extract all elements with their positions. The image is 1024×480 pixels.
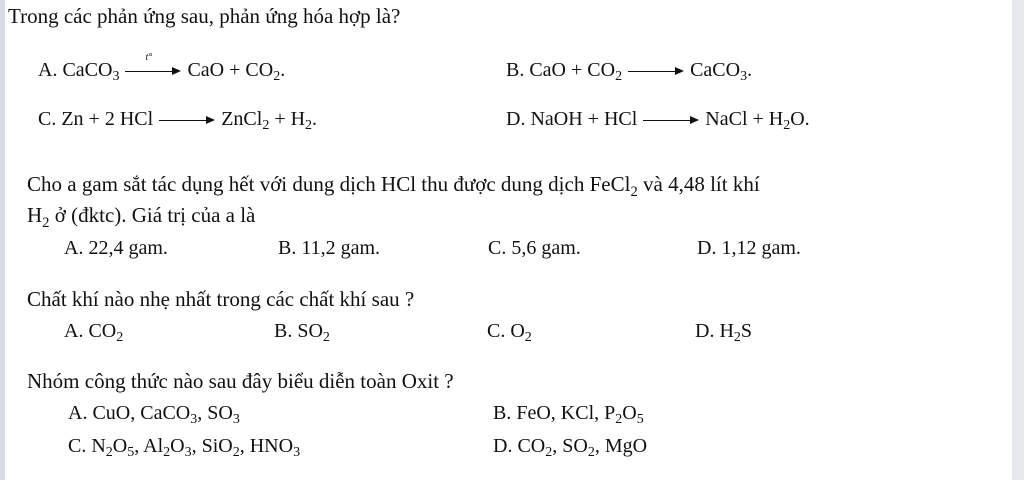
q2-option-d: D. 1,12 gam.	[697, 237, 801, 259]
q1-option-d: D. NaOH + HCl NaCl + H2O.	[506, 108, 810, 134]
q3-option-b: B. SO2	[274, 320, 330, 346]
reaction-arrow-icon	[628, 64, 684, 78]
right-border	[1012, 0, 1024, 480]
reaction-arrow-icon	[159, 113, 215, 127]
q4-option-b: B. FeO, KCl, P2O5	[493, 402, 644, 428]
q1-option-b: B. CaO + CO2 CaCO3.	[506, 59, 753, 85]
q3-question: Chất khí nào nhẹ nhất trong các chất khí sau ?	[27, 287, 415, 311]
q2-question-line2: H2 ở (đktc). Giá trị của a là	[27, 203, 256, 231]
reaction-arrow-icon: t°	[125, 64, 181, 78]
q4-option-d: D. CO2, SO2, MgO	[493, 435, 648, 461]
q2-option-b: B. 11,2 gam.	[278, 237, 381, 259]
q2-option-c: C. 5,6 gam.	[488, 237, 581, 259]
q4-option-a: A. CuO, CaCO3, SO3	[68, 402, 240, 428]
q3-option-c: C. O2	[487, 320, 532, 346]
q1-question: Trong các phản ứng sau, phản ứng hóa hợp là?	[8, 4, 401, 28]
q3-option-a: A. CO2	[64, 320, 124, 346]
q1-option-a: A. CaCO3 t° CaO + CO2.	[38, 52, 286, 85]
q4-option-c: C. N2O5, Al2O3, SiO2, HNO3	[68, 435, 301, 461]
q1-option-c: C. Zn + 2 HCl ZnCl2 + H2.	[38, 108, 318, 134]
left-border	[0, 0, 5, 480]
q4-question: Nhóm công thức nào sau đây biểu diễn toàn Oxit ?	[27, 369, 454, 393]
q2-question-line1: Cho a gam sắt tác dụng hết với dung dịch HCl thu được dung dịch FeCl2 và 4,48 lít khí	[27, 172, 760, 200]
q3-option-d: D. H2S	[695, 320, 753, 346]
q2-option-a: A. 22,4 gam.	[64, 237, 168, 259]
reaction-arrow-icon	[643, 113, 699, 127]
